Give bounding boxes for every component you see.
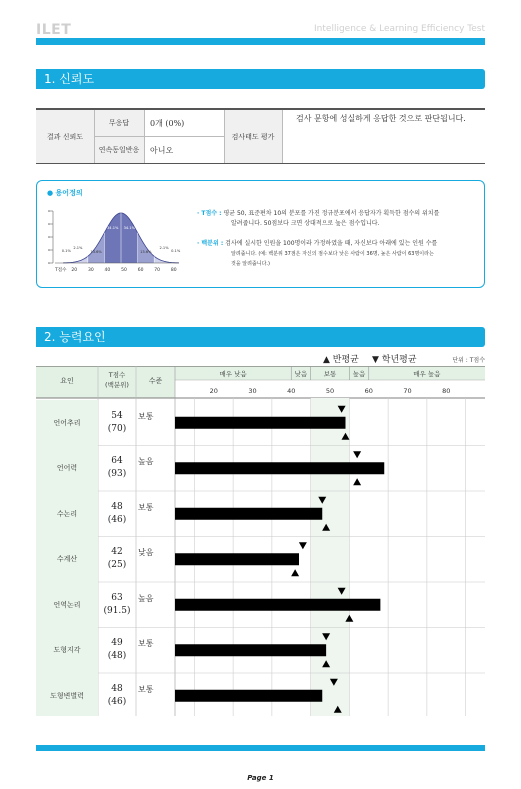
header-subtitle: Intelligence & Learning Efficiency Test <box>314 24 485 34</box>
level-label: 보통 <box>138 411 154 421</box>
level-label: 보통 <box>138 502 154 512</box>
level-label: 낮음 <box>138 548 154 558</box>
t-score-number: 49 <box>111 638 123 649</box>
t-score-number: 63 <box>111 592 123 603</box>
band-label: 높음 <box>352 370 366 378</box>
section-title-ability <box>36 327 485 347</box>
reliability-table <box>36 108 485 164</box>
percentile-text-3: 것을 알려줍니다.) <box>231 261 270 267</box>
no-response-value: 0개 (0%) <box>150 118 185 128</box>
ability-chart-labels <box>36 366 485 716</box>
curve-percent-label: 13.6% <box>140 250 152 254</box>
curve-tick-label: 20 <box>71 268 78 273</box>
section-title-reliability <box>36 69 485 89</box>
t-score-value <box>99 455 135 481</box>
level-label: 높음 <box>138 593 154 603</box>
percentile-number: (91.5) <box>103 605 131 616</box>
t-score-value <box>99 683 135 709</box>
curve-percent-label: 0.1% <box>171 249 181 253</box>
result-reliability-label: 결과 신뢰도 <box>36 110 94 163</box>
no-response-label: 무응답 <box>94 110 144 136</box>
definitions-title: ● 용어정의 <box>47 189 83 197</box>
t-score-label: · T점수 : <box>197 210 222 217</box>
factor-label: 언어력 <box>56 464 78 473</box>
curve-y-dot <box>48 236 50 238</box>
legend-class-average: ▲ 반평균 <box>323 355 359 365</box>
same-response-label: 연속동일반응 <box>94 137 144 163</box>
x-tick-label: 80 <box>442 387 451 395</box>
t-score-value <box>99 592 135 618</box>
t-score-number: 48 <box>111 683 123 694</box>
curve-axis-prefix: T점수 <box>55 268 67 273</box>
t-score-text-2: 알려줍니다. 50점보다 크면 상대적으로 높은 점수입니다. <box>231 220 380 227</box>
attitude-text: 검사 문항에 성실하게 응답한 것으로 판단됩니다. <box>296 114 466 123</box>
normal-curve-figure <box>45 203 185 283</box>
curve-tick-label: 40 <box>104 268 111 273</box>
curve-tick-label: 50 <box>121 268 127 273</box>
band-label: 매우 높음 <box>413 370 441 378</box>
percentile-label: · 백분위 : <box>197 240 224 247</box>
column-header-score-main: T점수 <box>108 371 126 379</box>
x-tick-label: 70 <box>403 387 412 395</box>
attitude-label: 검사태도 평가 <box>224 110 282 163</box>
factor-label: 도형지각 <box>53 646 81 655</box>
section-title-text: 2. 능력요인 <box>44 330 106 344</box>
factor-label: 수계산 <box>56 555 78 564</box>
band-label: 낮음 <box>294 370 308 378</box>
curve-y-dot <box>48 210 50 212</box>
column-header-score <box>98 370 136 390</box>
curve-percent-label: 2.1% <box>159 246 169 250</box>
section-title-text: 1. 신뢰도 <box>44 72 95 86</box>
curve-tick-label: 80 <box>170 268 177 273</box>
level-label: 높음 <box>138 457 154 467</box>
page-number: Page 1 <box>247 774 274 782</box>
top-bar <box>36 38 485 45</box>
x-tick-label: 60 <box>364 387 373 395</box>
band-label: 매우 낮음 <box>219 370 247 378</box>
percentile-definition <box>197 239 437 269</box>
factor-label: 언역논리 <box>53 600 81 609</box>
t-score-value <box>99 546 135 572</box>
percentile-text-2: 알려줍니다. (예: 백분위 37점은 자신의 점수보다 낮은 사람이 36명, 높은 사람이 63명이라는 <box>231 251 434 257</box>
percentile-number: (46) <box>107 696 127 707</box>
same-response-value: 아니오 <box>150 145 174 155</box>
column-header-score-sub: (백분위) <box>105 381 129 389</box>
t-score-value <box>99 410 135 436</box>
curve-percent-label: 2.1% <box>73 246 83 250</box>
percentile-number: (46) <box>107 514 127 525</box>
t-score-value <box>99 637 135 663</box>
percentile-number: (93) <box>107 469 127 480</box>
x-tick-label: 50 <box>325 387 335 395</box>
curve-percent-label: 34.1% <box>123 226 135 230</box>
band-label: 보통 <box>323 370 337 378</box>
column-header-level: 수준 <box>148 377 163 385</box>
t-score-number: 42 <box>111 547 123 558</box>
t-score-number: 64 <box>111 456 123 467</box>
t-score-definition <box>197 209 439 229</box>
x-tick-label: 40 <box>287 387 296 395</box>
percentile-number: (48) <box>107 651 127 662</box>
percentile-number: (70) <box>107 423 127 434</box>
t-score-number: 48 <box>111 501 123 512</box>
factor-label: 언어추리 <box>53 418 81 427</box>
curve-y-dot <box>48 223 50 225</box>
x-tick-label: 30 <box>248 387 257 395</box>
level-label: 보통 <box>138 684 154 694</box>
curve-percent-label: 0.1% <box>61 249 71 253</box>
percentile-number: (25) <box>107 560 127 571</box>
column-header-factor: 요인 <box>60 377 74 385</box>
curve-y-dot <box>48 249 50 251</box>
curve-percent-label: 34.1% <box>107 226 119 230</box>
bottom-bar <box>36 745 485 751</box>
curve-y-dot <box>48 262 50 264</box>
curve-percent-label: 13.6% <box>90 250 102 254</box>
curve-tick-label: 70 <box>154 268 161 273</box>
unit-label: 단위 : T점수 <box>452 357 485 364</box>
curve-tick-label: 60 <box>137 268 144 273</box>
t-score-value <box>99 501 135 527</box>
percentile-text-1: 검사에 실시한 인원을 100명이라 가정하였을 때, 자신보다 아래에 있는 인원 수를 <box>225 240 438 247</box>
definitions-box <box>36 180 485 288</box>
level-label: 보통 <box>138 639 154 649</box>
curve-tick-label: 30 <box>87 268 94 273</box>
t-score-number: 54 <box>111 410 123 421</box>
t-score-text-1: 평균 50, 표준편차 10의 분포를 가진 정규분포에서 응답자가 획득한 점수의 위치를 <box>223 210 440 217</box>
x-tick-label: 20 <box>209 387 218 395</box>
legend-grade-average: ▼ 학년평균 <box>372 355 417 365</box>
factor-label: 도형변별력 <box>50 691 84 700</box>
brand-logo: ILET <box>36 22 72 38</box>
factor-label: 수논리 <box>56 509 78 518</box>
